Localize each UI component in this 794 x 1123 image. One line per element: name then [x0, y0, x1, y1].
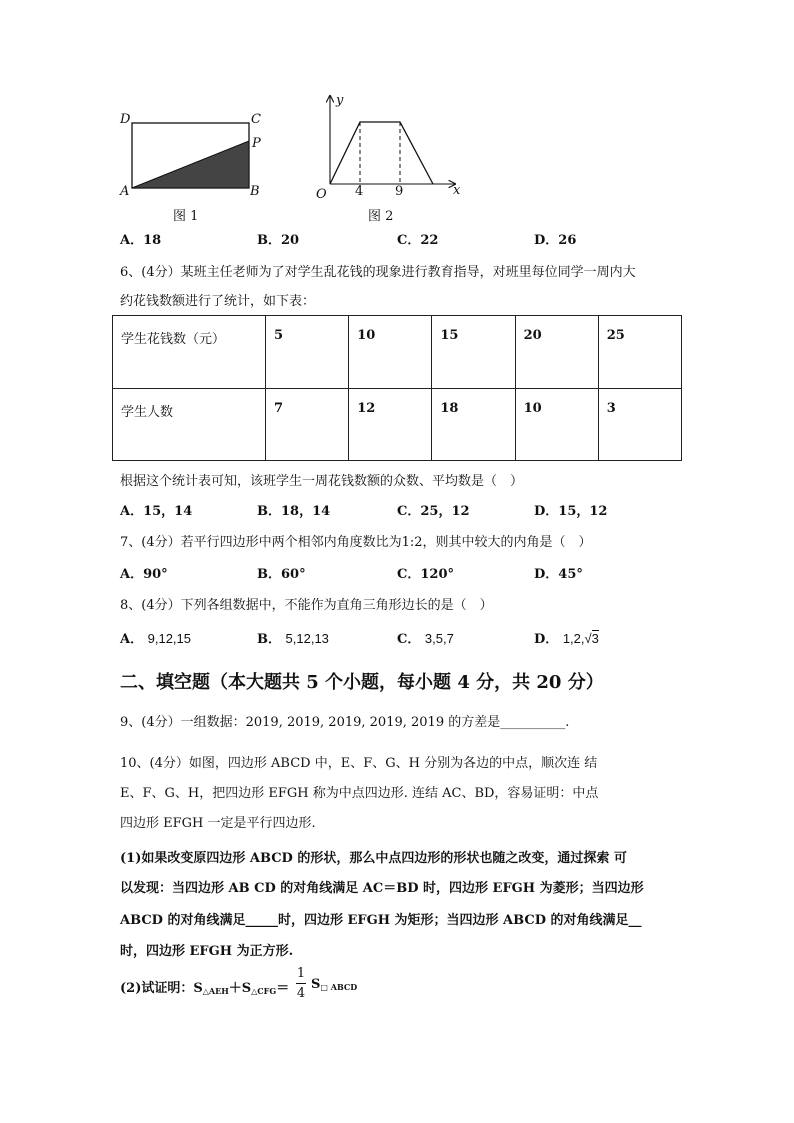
q10-proof-line: (2)试证明：$S_{\triangle AEH}+S_{\triangle CFG}=$ [120, 981, 290, 996]
figure-1 [112, 105, 272, 205]
q6-stem-line2: 约花钱数额进行了统计，如下表： [120, 294, 316, 309]
section-2-title: 二、填空题（本大题共 5 个小题，每小题 4 分，共 20 分） [120, 672, 604, 693]
fig1-caption: 图 1 [173, 209, 199, 224]
fig1-label-a: A [120, 184, 130, 199]
q10-line6: ABCD 的对角线满足_____时，四边形 EFGH 为矩形；当四边形 ABCD 的对角线满足__ [120, 913, 642, 928]
fig2-label-x: x [453, 183, 461, 198]
q10-line4: (1)如果改变原四边形 ABCD 的形状，那么中点四边形的形状也随之改变，通过探索 可 [120, 851, 627, 866]
q8-options [120, 628, 680, 648]
q5-option-d[interactable]: D．26 [534, 233, 577, 248]
q8-option-c[interactable]: C． 3,5,7 [397, 631, 454, 647]
q5-option-a[interactable]: A．18 [120, 233, 162, 248]
q7-stem: 7、(4分）若平行四边形中两个相邻内角度数比为1:2，则其中较大的内角是（ ） [120, 535, 592, 550]
q6-stats-table [112, 315, 682, 461]
q10-line7: 时，四边形 EFGH 为正方形. [120, 944, 294, 959]
q6-option-d[interactable]: D．15，12 [534, 504, 608, 519]
q6-option-c[interactable]: C．25，12 [397, 504, 470, 519]
table-cell: 7 [266, 388, 349, 461]
fig1-label-c: C [251, 112, 261, 127]
table-cell: 10 [515, 388, 598, 461]
table-cell: 学生人数 [113, 388, 266, 461]
table-cell: 3 [598, 388, 681, 461]
q8-stem: 8、(4分）下列各组数据中，不能作为直角三角形边长的是（ ） [120, 598, 493, 613]
q10-line5: 以发现：当四边形 AB CD 的对角线满足 AC＝BD 时，四边形 EFGH 为菱形；当四边形 [120, 881, 644, 896]
fig2-label-y: y [336, 93, 344, 108]
q9-stem: 9、(4分）一组数据：2019, 2019, 2019, 2019, 2019 的方差是__________. [120, 715, 570, 730]
table-cell: 5 [266, 316, 349, 389]
table-cell: 10 [349, 316, 432, 389]
q10-line3: 四边形 EFGH 一定是平行四边形. [120, 816, 316, 831]
table-cell: 15 [432, 316, 515, 389]
q10-line2: E、F、G、H，把四边形 EFGH 称为中点四边形. 连结 AC、BD，容易证明：中点 [120, 786, 599, 801]
q10-proof-rhs: $S_{□ ABCD}$ [311, 977, 358, 992]
q6-option-a[interactable]: A．15，14 [120, 504, 193, 519]
q5-option-b[interactable]: B．20 [257, 233, 300, 248]
q8-option-b[interactable]: B． 5,12,13 [257, 631, 329, 647]
q7-option-b[interactable]: B．60° [257, 567, 306, 582]
table-cell: 学生花钱数（元） [113, 316, 266, 389]
fraction-one-quarter: 1 4 [296, 966, 306, 1001]
q5-options [120, 229, 680, 249]
q7-option-c[interactable]: C．120° [397, 567, 454, 582]
figure-2 [305, 92, 465, 202]
table-row [113, 316, 682, 389]
q7-option-a[interactable]: A．90° [120, 567, 168, 582]
table-cell: 20 [515, 316, 598, 389]
fig2-label-o: O [316, 187, 327, 202]
fig2-tick-4: 4 [355, 184, 364, 199]
q7-options [120, 563, 680, 583]
q6-option-b[interactable]: B．18，14 [257, 504, 331, 519]
table-cell: 18 [432, 388, 515, 461]
q9-answer-blank[interactable]: __________ [500, 715, 566, 730]
q8-option-a[interactable]: A． 9,12,15 [120, 631, 191, 647]
fig1-label-p: P [252, 136, 261, 151]
q6-after-table: 根据这个统计表可知，该班学生一周花钱数额的众数、平均数是（ ） [120, 474, 524, 489]
q7-option-d[interactable]: D．45° [534, 567, 583, 582]
fig1-label-b: B [250, 184, 260, 199]
q5-option-c[interactable]: C．22 [397, 233, 439, 248]
table-cell: 25 [598, 316, 681, 389]
fig1-label-d: D [120, 112, 131, 127]
q8-option-d[interactable]: D． 1,2,√3 [534, 631, 599, 647]
sqrt-radicand: 3 [591, 631, 599, 646]
fig2-caption: 图 2 [368, 209, 394, 224]
q6-stem-line1: 6、(4分）某班主任老师为了对学生乱花钱的现象进行教育指导，对班里每位同学一周内大 [120, 265, 636, 280]
q6-options [120, 500, 680, 520]
table-cell: 12 [349, 388, 432, 461]
q10-line1: 10、(4分）如图，四边形 ABCD 中，E、F、G、H 分别为各边的中点，顺次连 结 [120, 756, 598, 771]
sqrt-sign: √ [584, 631, 592, 646]
fig2-tick-9: 9 [395, 184, 404, 199]
table-row [113, 388, 682, 461]
